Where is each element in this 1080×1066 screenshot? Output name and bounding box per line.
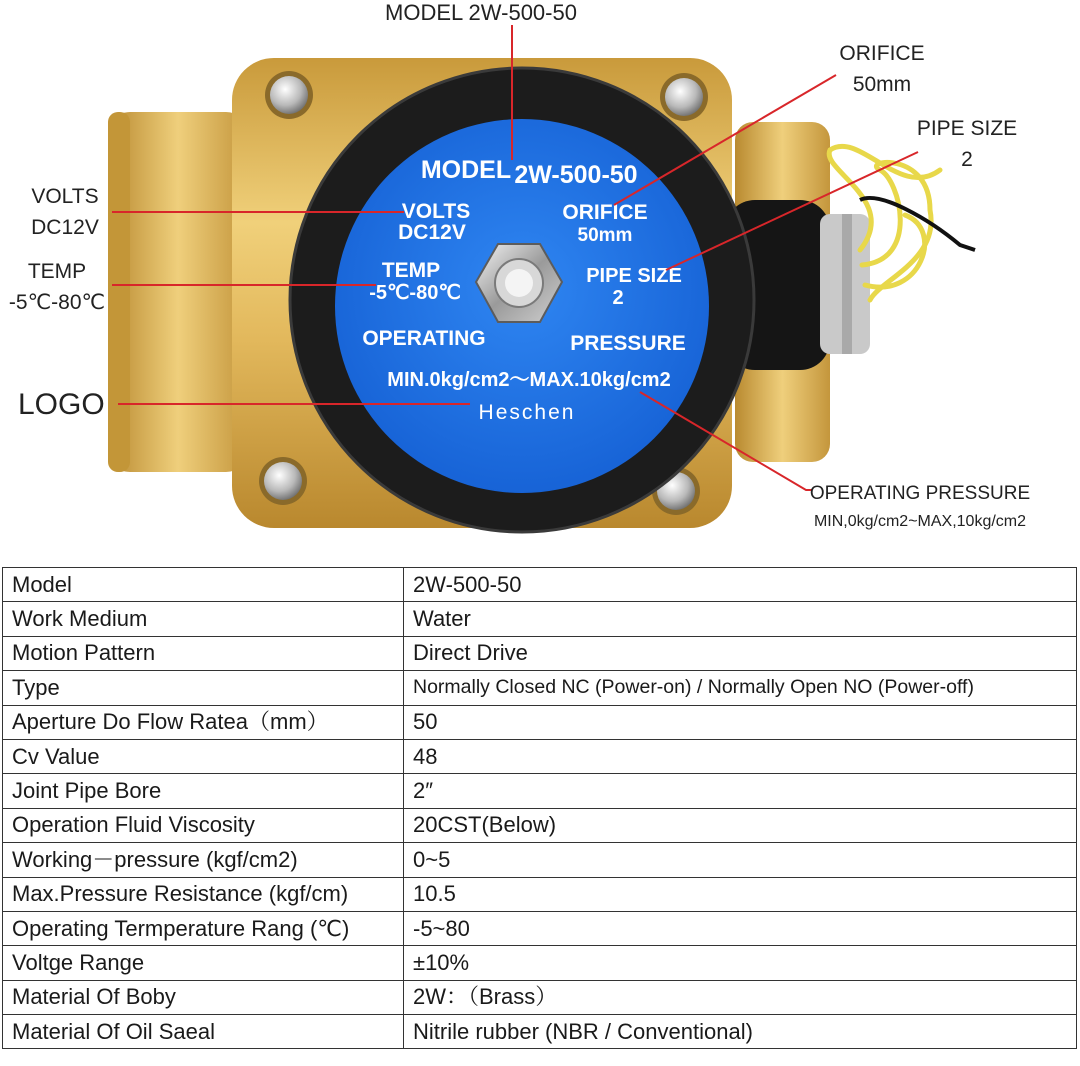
table-row <box>3 1015 1077 1049</box>
spec-value: 0~5 <box>404 843 1077 877</box>
spec-label: Motion Pattern <box>3 636 404 670</box>
callout-operating-pressure-value: MIN,0kg/cm2~MAX,10kg/cm2 <box>813 512 1027 530</box>
spec-value: Normally Closed NC (Power-on) / Normally Open NO (Power-off) <box>404 671 1077 705</box>
spec-label: Material Of Boby <box>3 980 404 1014</box>
label-brand: Heschen <box>478 401 576 424</box>
table-row <box>3 636 1077 670</box>
label-volts-value: DC12V <box>398 221 466 244</box>
callout-temp-title: TEMP <box>27 260 87 283</box>
table-row <box>3 843 1077 877</box>
spec-value: 48 <box>404 739 1077 773</box>
spec-label: Material Of Oil Saeal <box>3 1015 404 1049</box>
label-model-value: 2W-500-50 <box>514 161 638 189</box>
label-temp-value: -5℃-80℃ <box>369 282 461 304</box>
table-row <box>3 739 1077 773</box>
spec-value: 50 <box>404 705 1077 739</box>
callout-logo: LOGO <box>18 388 105 421</box>
spec-value: 2″ <box>404 774 1077 808</box>
label-volts-title: VOLTS <box>401 200 471 223</box>
label-range: MIN.0kg/cm2～MAX.10kg/cm2 <box>387 369 671 391</box>
label-pipe-value: 2 <box>612 287 624 309</box>
spec-value: 2W-500-50 <box>404 568 1077 602</box>
spec-label: Model <box>3 568 404 602</box>
table-row <box>3 671 1077 705</box>
spec-label: Max.Pressure Resistance (kgf/cm) <box>3 877 404 911</box>
spec-label: Working－pressure (kgf/cm2) <box>3 843 404 877</box>
spec-value: Nitrile rubber (NBR / Conventional) <box>404 1015 1077 1049</box>
spec-value: -5~80 <box>404 911 1077 945</box>
table-row <box>3 877 1077 911</box>
label-operating: OPERATING <box>362 327 486 350</box>
callout-orifice-title: ORIFICE <box>839 42 925 65</box>
spec-value: ±10% <box>404 946 1077 980</box>
callout-volts <box>22 184 108 240</box>
label-pipe-title: PIPE SIZE <box>586 265 682 287</box>
spec-value: 2W：（Brass） <box>404 980 1077 1014</box>
callout-volts-title: VOLTS <box>31 185 99 208</box>
spec-label: Type <box>3 671 404 705</box>
callout-model: MODEL 2W-500-50 <box>385 0 577 25</box>
callout-temp-value: -5℃-80℃ <box>8 291 106 315</box>
table-row <box>3 980 1077 1014</box>
label-pressure: PRESSURE <box>570 332 686 355</box>
spec-label: Operating Termperature Rang (℃) <box>3 911 404 945</box>
callout-temp <box>4 259 110 315</box>
table-row <box>3 911 1077 945</box>
spec-label: Voltge Range <box>3 946 404 980</box>
spec-label: Joint Pipe Bore <box>3 774 404 808</box>
left-port-rim <box>108 112 130 472</box>
callout-orifice-value: 50mm <box>852 73 912 97</box>
callout-orifice <box>834 41 930 97</box>
table-row <box>3 946 1077 980</box>
spec-label: Aperture Do Flow Ratea（mm） <box>3 705 404 739</box>
callout-pipe-size-value: 2 <box>961 148 973 172</box>
label-temp-title: TEMP <box>381 259 441 282</box>
spec-value: Water <box>404 602 1077 636</box>
spec-label: Work Medium <box>3 602 404 636</box>
callout-volts-value: DC12V <box>31 216 99 240</box>
table-row <box>3 705 1077 739</box>
callout-pipe-size-title: PIPE SIZE <box>916 117 1018 140</box>
table-row <box>3 808 1077 842</box>
table-row <box>3 774 1077 808</box>
table-row <box>3 568 1077 602</box>
callout-pipe-size <box>906 116 1028 172</box>
spec-value: 20CST(Below) <box>404 808 1077 842</box>
table-row <box>3 602 1077 636</box>
spec-label: Operation Fluid Viscosity <box>3 808 404 842</box>
spec-value: Direct Drive <box>404 636 1077 670</box>
spec-table <box>2 567 1077 1049</box>
callout-operating-pressure-title: OPERATING PRESSURE <box>809 483 1031 504</box>
spec-value: 10.5 <box>404 877 1077 911</box>
spec-label: Cv Value <box>3 739 404 773</box>
label-model-title: MODEL <box>420 156 512 184</box>
callout-operating-pressure <box>796 483 1044 531</box>
label-orifice-value: 50mm <box>577 225 633 246</box>
label-orifice-title: ORIFICE <box>562 201 648 224</box>
